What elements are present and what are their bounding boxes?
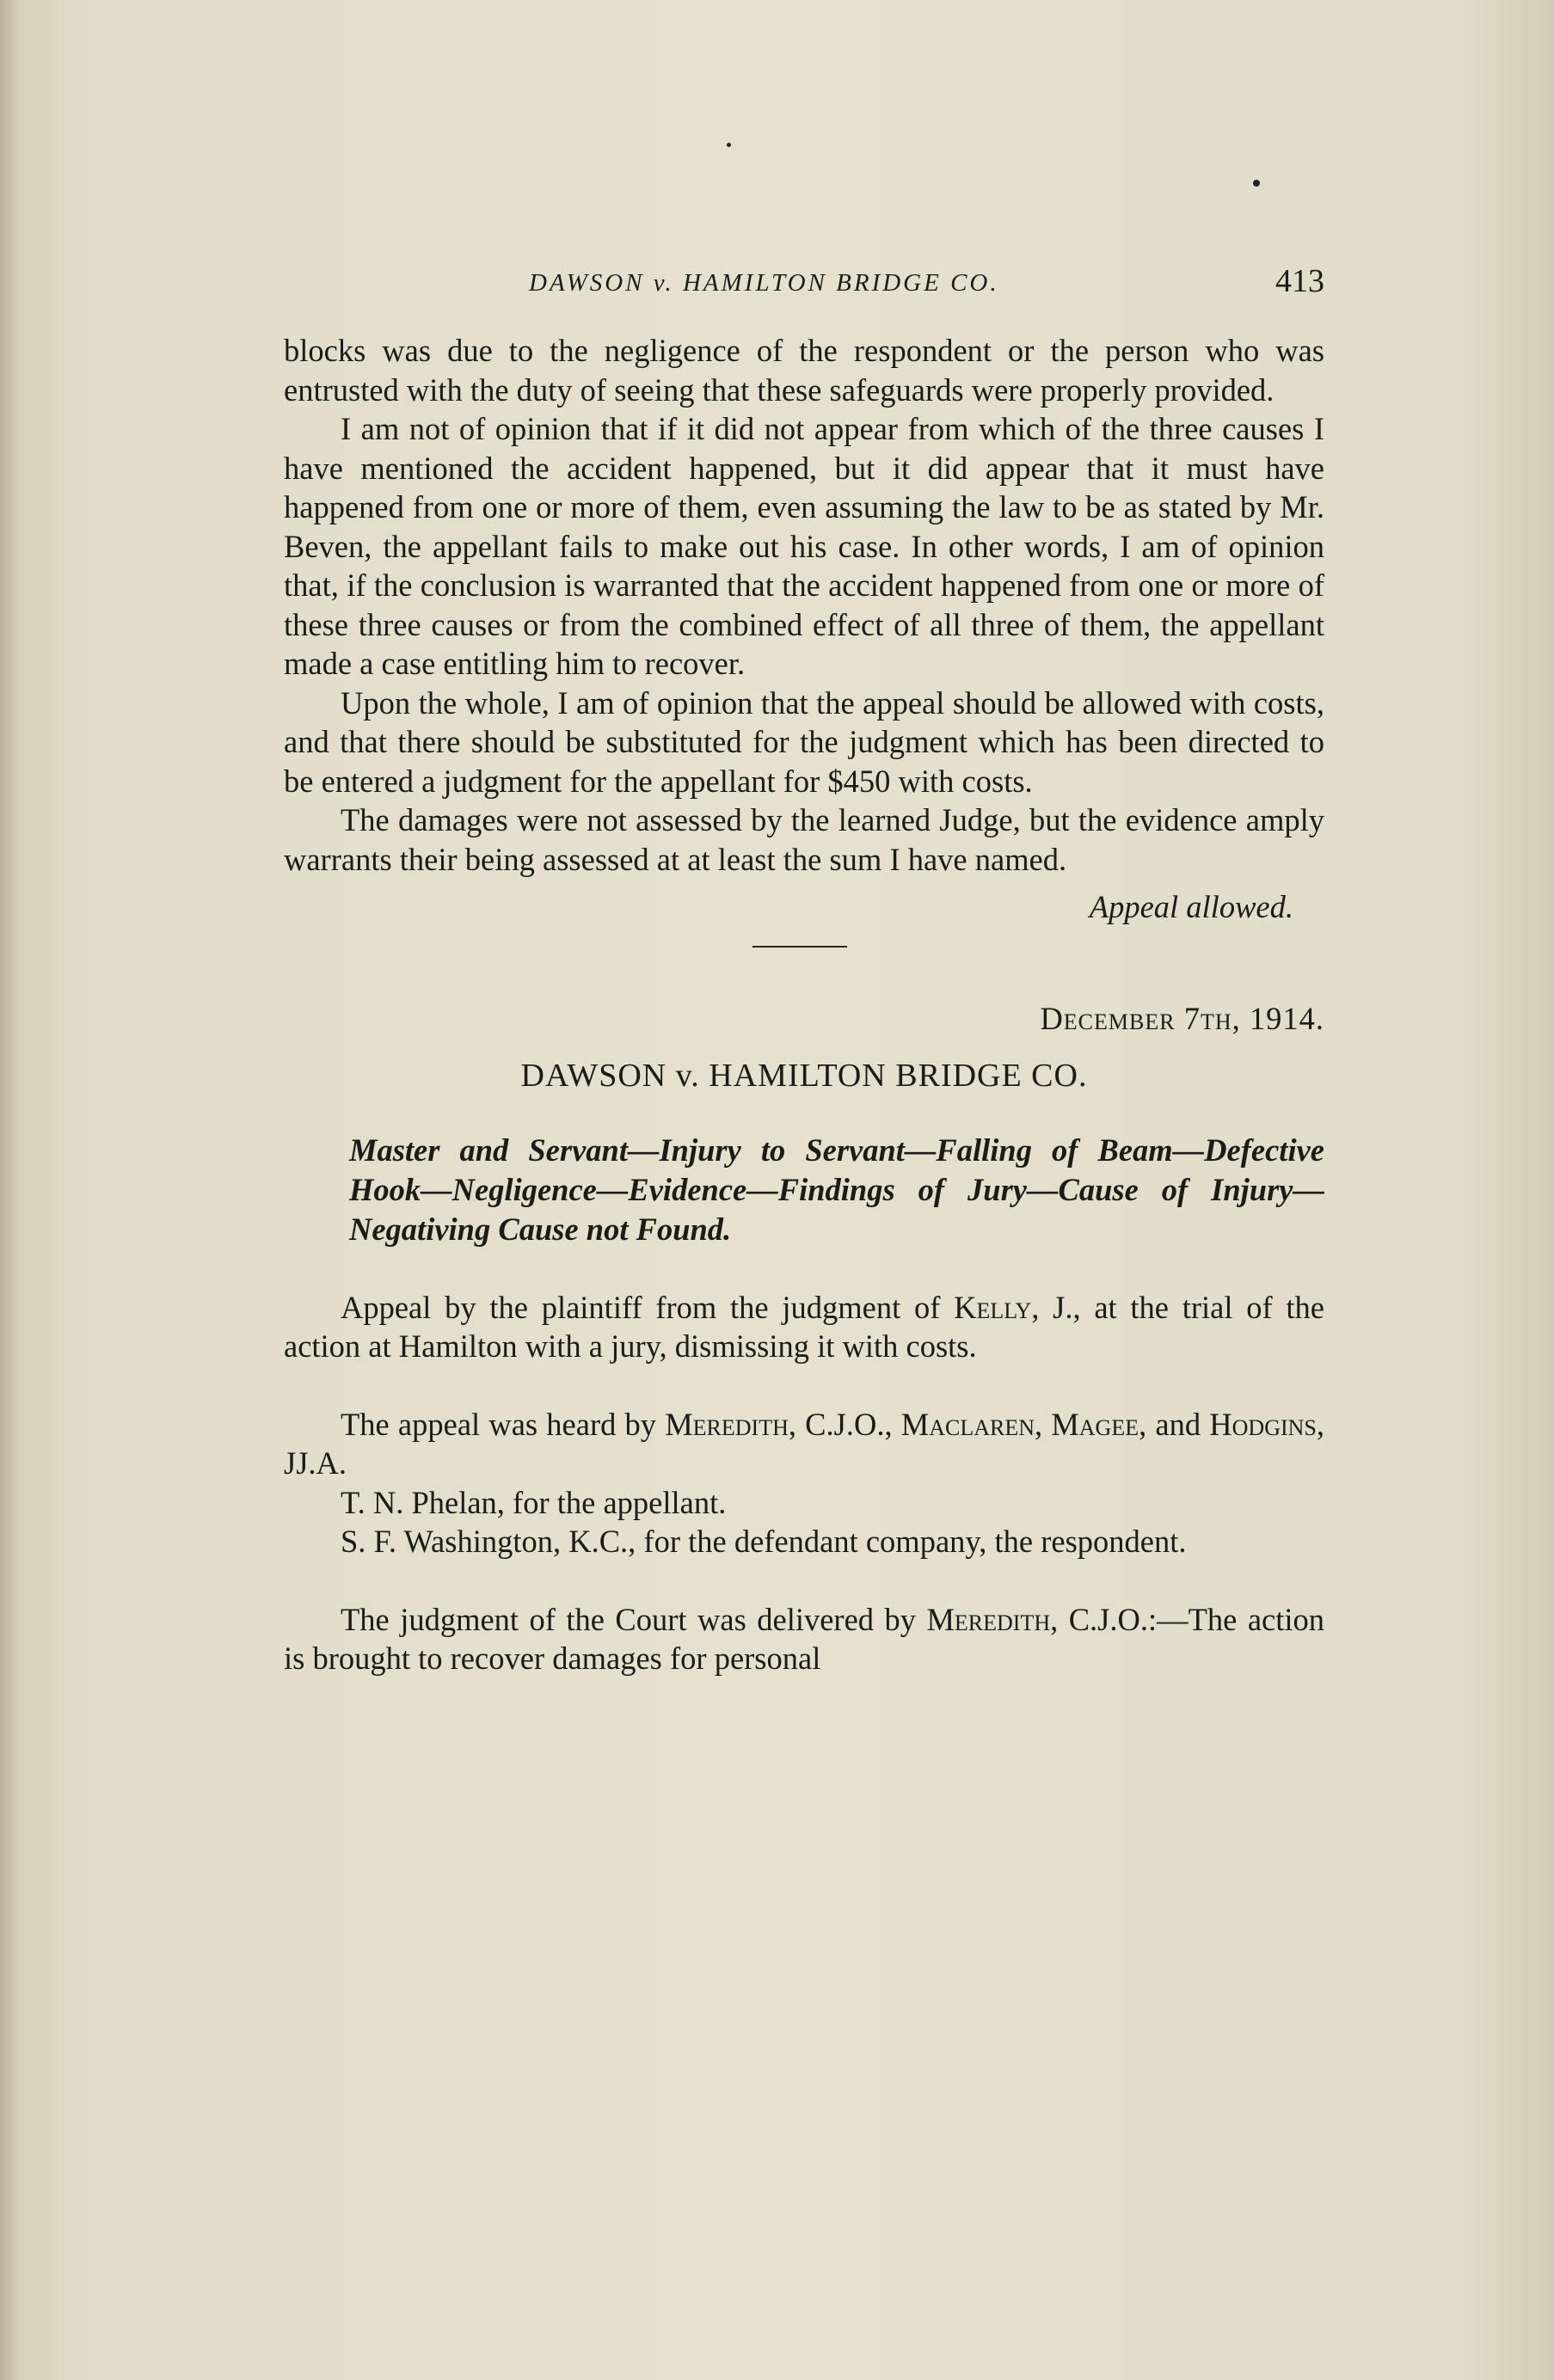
paragraph: I am not of opinion that if it did not appear from which of the three causes I have mentioned the accident happened, but it did appear that it must have happened from one or more of them, even assuming the law to be as stated by Mr. Beven, the appellant fails to make out his case. In other words, I am of opinion that, if the conclusion is warranted that the accident happened from one or more of these three causes or from the combined effect of all three of them, the appellant made a case entitling him to recover. [284, 411, 1324, 681]
counsel-respondent: S. F. Washington, K.C., for the defendant company, the respondent. [341, 1524, 1187, 1559]
appeal-paragraph: Appeal by the plaintiff from the judgment of Kelly, J., at the trial of the action at Hamilton with a jury, dismissing it with costs. [284, 1289, 1324, 1364]
heard-paragraph: The appeal was heard by Meredith, C.J.O., Maclaren, Magee, and Hodgins, JJ.A. [284, 1406, 1325, 1481]
paragraph: The damages were not assessed by the learned Judge, but the evidence amply warrants their being assessed at at least the sum I have named. [284, 802, 1324, 877]
decision-date: December 7th, 1914. [1040, 1000, 1324, 1036]
judge-name: Hodgins [1209, 1406, 1317, 1442]
disposition: Appeal allowed. [1089, 889, 1293, 924]
page-number: 413 [1275, 263, 1324, 299]
counsel-appellant: T. N. Phelan, for the appellant. [341, 1484, 727, 1520]
judge-name: Maclaren [900, 1406, 1035, 1442]
judge-name: Meredith [926, 1601, 1051, 1637]
paragraph: Upon the whole, I am of opinion that the appeal should be allowed with costs, and that there should be substituted for the judgment which has been directed to be entered a judgment for the appellant for $450 with costs. [284, 684, 1324, 799]
running-head [284, 262, 1324, 314]
body-text [284, 331, 1324, 1678]
case-title: DAWSON v. HAMILTON BRIDGE CO. [520, 1058, 1088, 1094]
judge-name: Meredith [665, 1406, 789, 1442]
judgment-paragraph: The judgment of the Court was delivered by Meredith, C.J.O.:—The action is brought to recover damages for personal [284, 1601, 1324, 1676]
ink-speck [727, 143, 731, 147]
gutter-shadow [0, 0, 19, 2380]
section-divider [752, 946, 847, 948]
judge-name: Kelly [954, 1289, 1032, 1325]
paragraph: blocks was due to the negligence of the respondent or the person who was entrusted with the duty of seeing that these safeguards were properly provided. [284, 333, 1324, 408]
judge-name: Magee [1051, 1406, 1139, 1442]
running-title: DAWSON v. HAMILTON BRIDGE CO. [529, 269, 999, 297]
ink-speck [1253, 180, 1260, 187]
headnote: Master and Servant—Injury to Servant—Falling of Beam—Defective Hook—Negligence—Evidence—Findings of Jury—Cause of Injury—Negativing Cause not Found. [349, 1132, 1324, 1247]
